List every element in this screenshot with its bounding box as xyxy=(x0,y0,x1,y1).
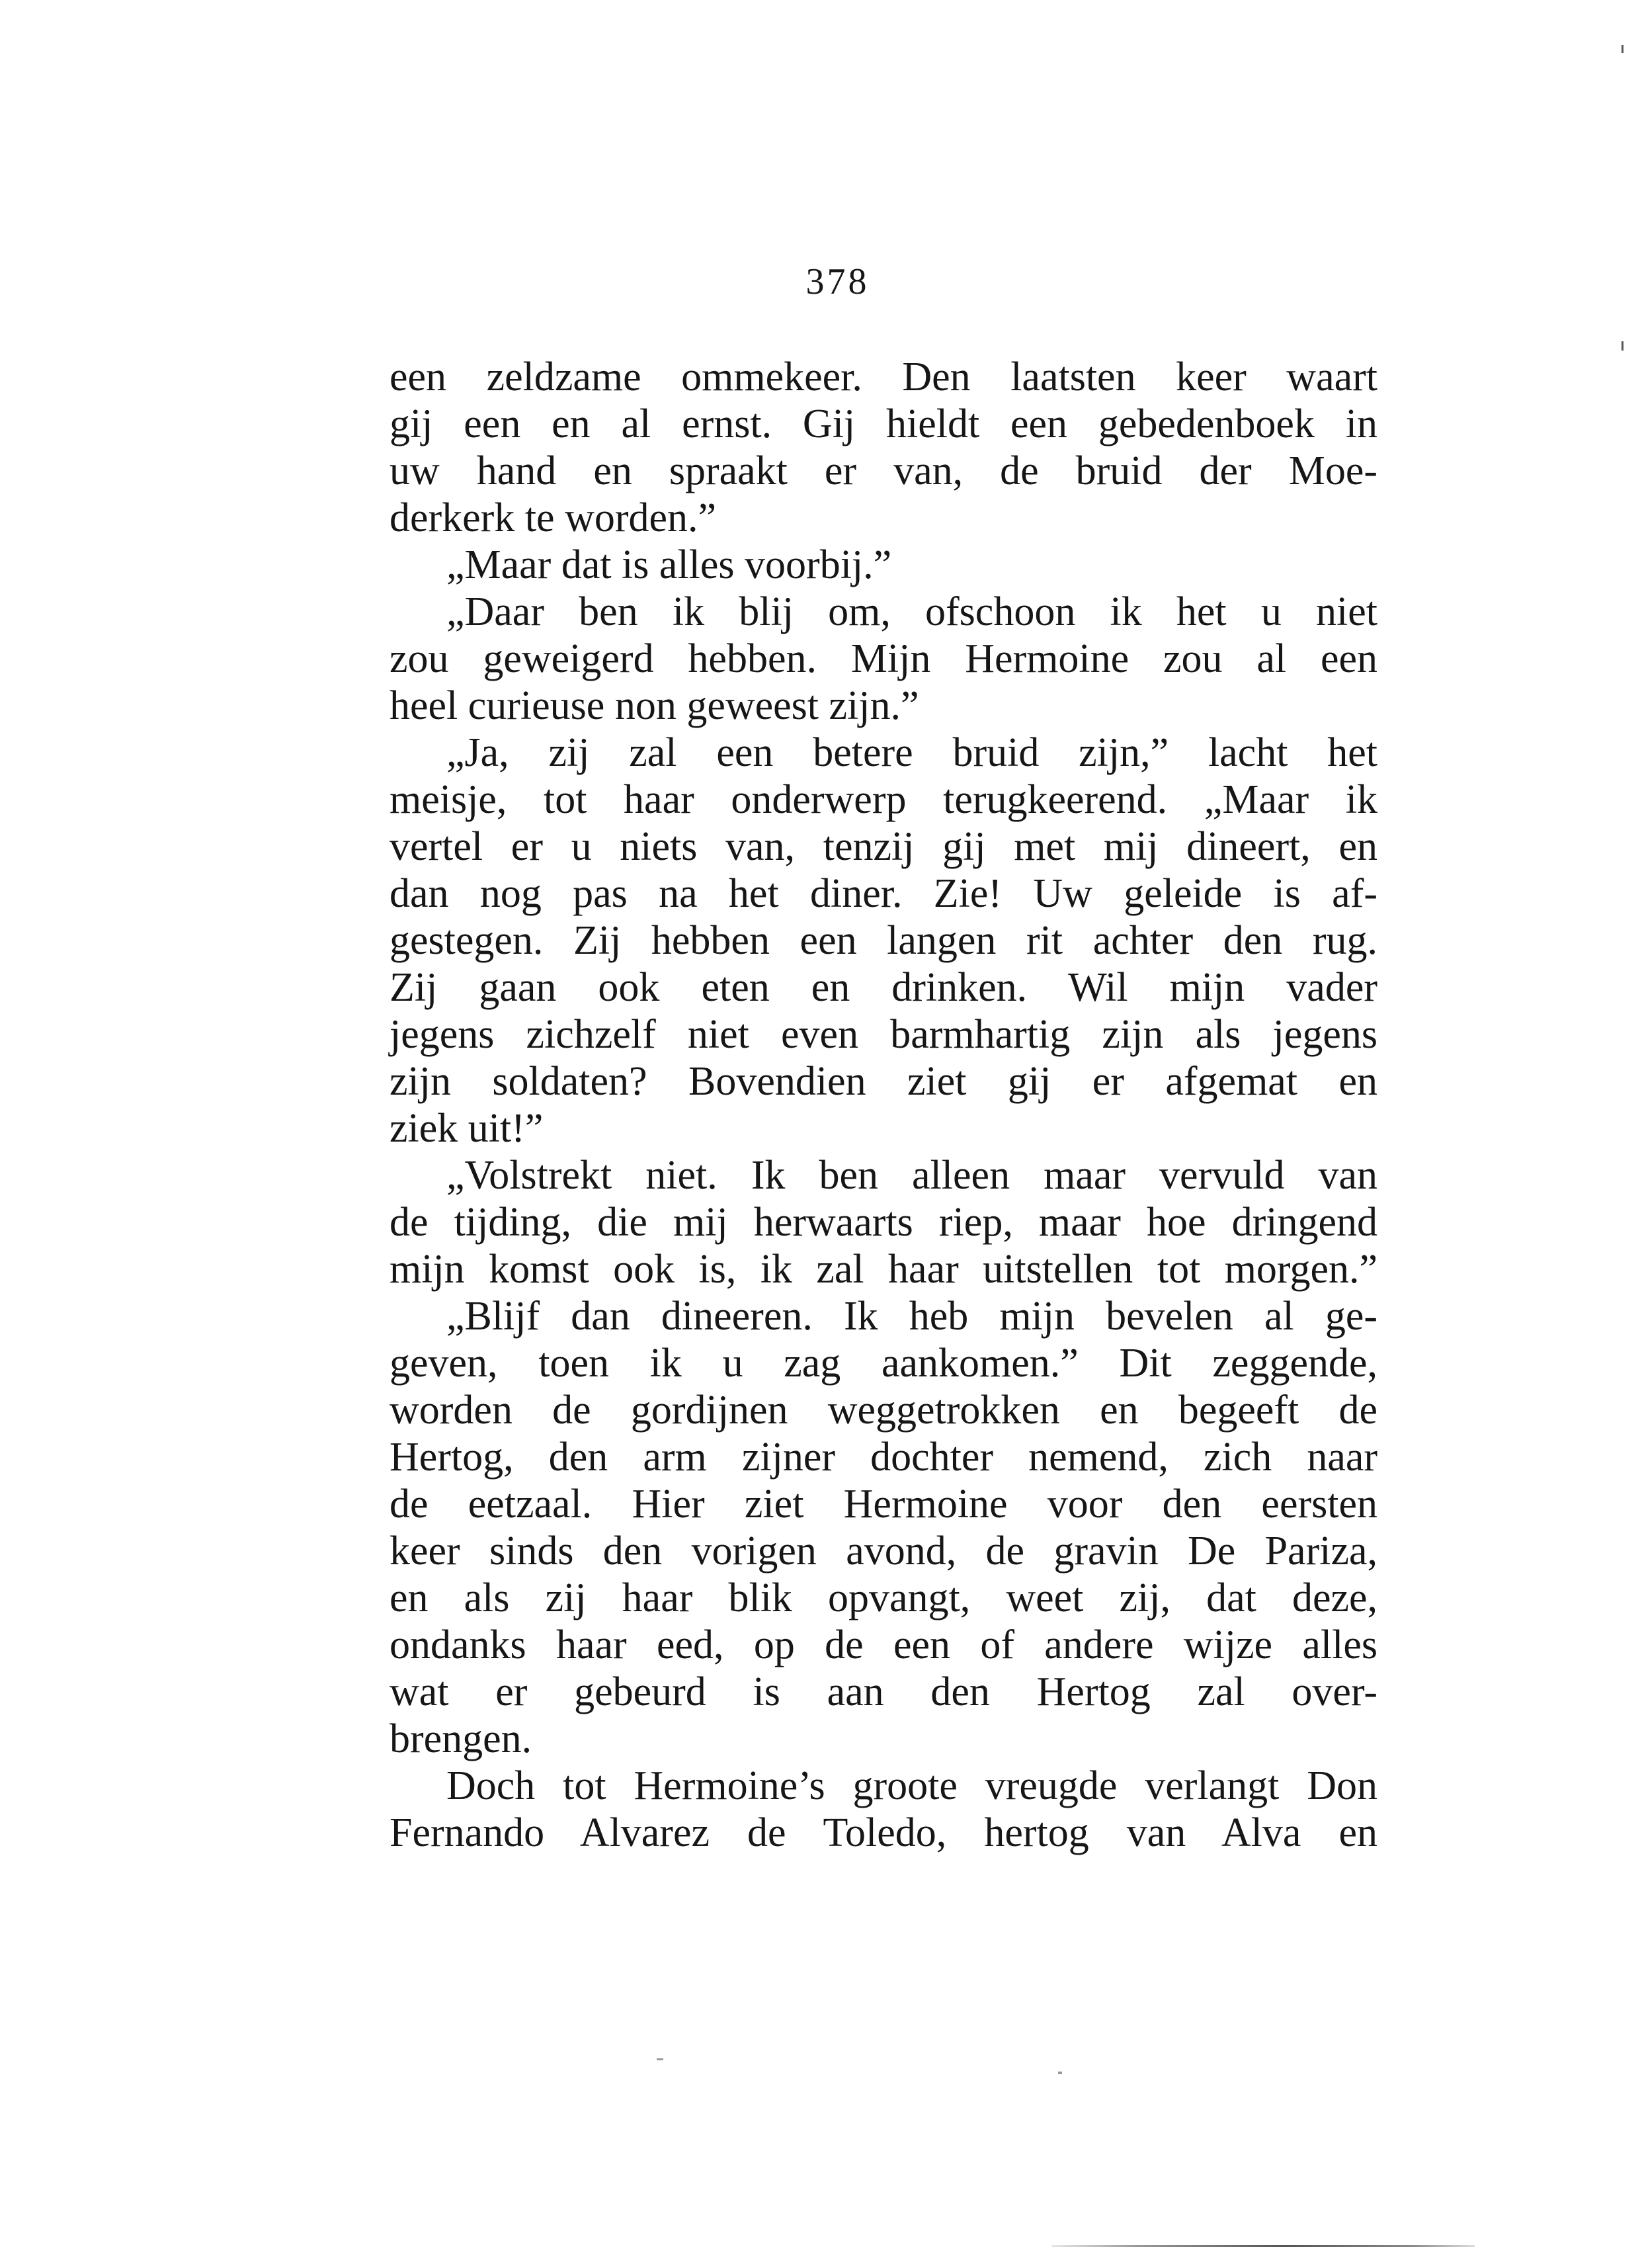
text-line: ondanks haar eed, op de een of andere wijze alles xyxy=(390,1622,1377,1667)
scan-speck xyxy=(1058,2072,1062,2074)
scan-speck xyxy=(657,2058,663,2060)
text-line: wat er gebeurd is aan den Hertog zal over- xyxy=(390,1669,1377,1714)
text-line: gij een en al ernst. Gij hieldt een gebedenboek in xyxy=(390,401,1377,446)
text-line: „Maar dat is alles voorbij.” xyxy=(446,542,892,587)
text-line: vertel er u niets van, tenzij gij met mij dineert, en xyxy=(390,824,1377,869)
text-line: zou geweigerd hebben. Mijn Hermoine zou al een xyxy=(390,636,1377,681)
text-line: en als zij haar blik opvangt, weet zij, dat deze, xyxy=(390,1575,1377,1620)
text-line: „Daar ben ik blij om, ofschoon ik het u niet xyxy=(446,589,1377,634)
text-line: Fernando Alvarez de Toledo, hertog van Alva en xyxy=(390,1810,1377,1855)
text-line: Hertog, den arm zijner dochter nemend, zich naar xyxy=(390,1435,1377,1480)
scan-speck xyxy=(1621,45,1623,53)
text-line: meisje, tot haar onderwerp terugkeerend. „Maar ik xyxy=(390,777,1377,822)
text-line: de eetzaal. Hier ziet Hermoine voor den eersten xyxy=(390,1482,1377,1527)
body-text xyxy=(390,354,1377,1857)
page-number: 378 xyxy=(805,261,870,302)
scan-edge-line xyxy=(1051,2245,1475,2247)
text-line: zijn soldaten? Bovendien ziet gij er afgemat en xyxy=(390,1059,1377,1104)
text-line: Doch tot Hermoine’s groote vreugde verlangt Don xyxy=(446,1763,1377,1808)
text-line: ziek uit!” xyxy=(390,1106,544,1151)
text-line: Zij gaan ook eten en drinken. Wil mijn vader xyxy=(390,965,1377,1010)
text-line: een zeldzame ommekeer. Den laatsten keer waart xyxy=(390,355,1377,399)
text-line: derkerk te worden.” xyxy=(390,495,717,540)
scan-speck xyxy=(1621,341,1623,351)
text-line: gestegen. Zij hebben een langen rit achter den rug. xyxy=(390,918,1377,963)
text-line: jegens zichzelf niet even barmhartig zijn als jegens xyxy=(390,1012,1377,1057)
text-line: keer sinds den vorigen avond, de gravin De Pariza, xyxy=(390,1529,1377,1574)
text-line: dan nog pas na het diner. Zie! Uw geleide is af- xyxy=(390,871,1377,916)
text-line: worden de gordijnen weggetrokken en begeeft de xyxy=(390,1388,1377,1433)
text-line: „Blijf dan dineeren. Ik heb mijn bevelen al ge- xyxy=(446,1294,1377,1339)
text-line: de tijding, die mij herwaarts riep, maar hoe dringend xyxy=(390,1200,1377,1245)
text-line: brengen. xyxy=(390,1716,532,1761)
text-line: heel curieuse non geweest zijn.” xyxy=(390,683,919,728)
text-line: „Ja, zij zal een betere bruid zijn,” lacht het xyxy=(446,730,1377,775)
text-line: geven, toen ik u zag aankomen.” Dit zeggende, xyxy=(390,1341,1377,1386)
text-line: uw hand en spraakt er van, de bruid der Moe- xyxy=(390,448,1377,493)
text-line: „Volstrekt niet. Ik ben alleen maar vervuld van xyxy=(446,1153,1377,1198)
text-line: mijn komst ook is, ik zal haar uitstellen tot morgen.” xyxy=(390,1247,1377,1292)
